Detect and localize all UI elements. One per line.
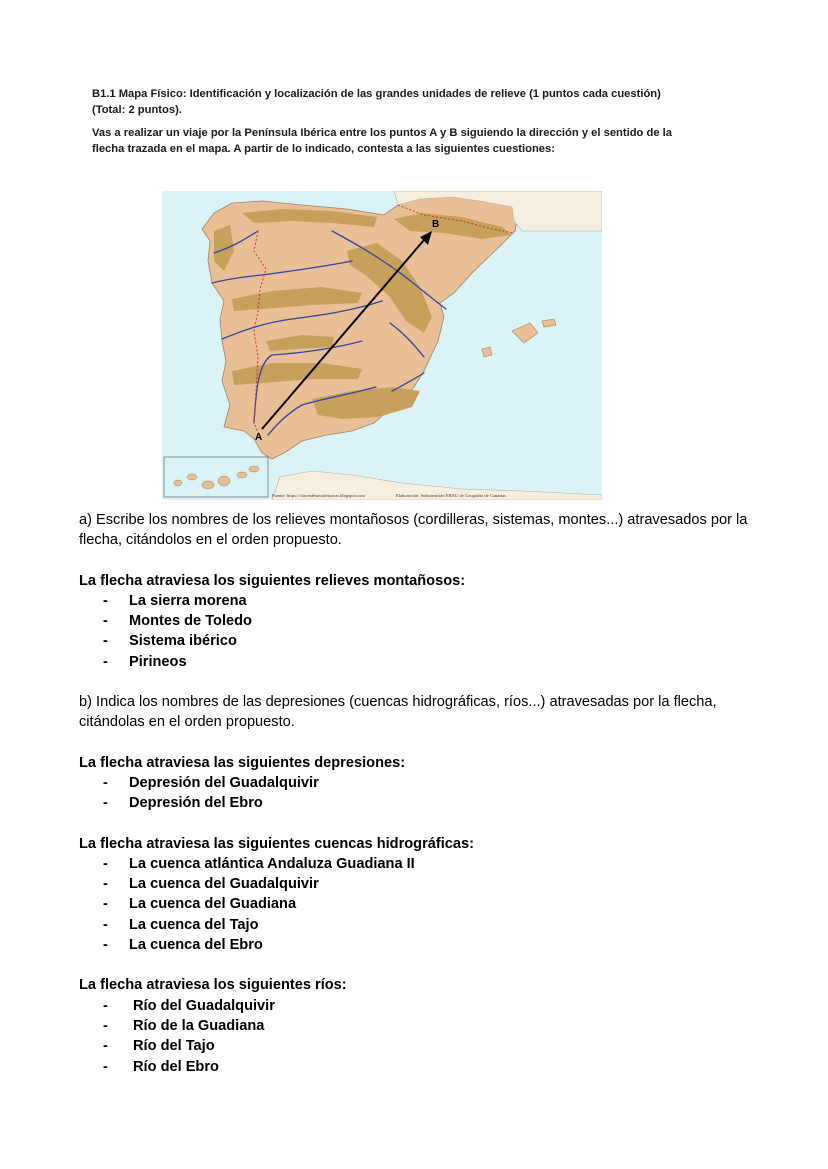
list-item: - Sistema ibérico [103, 633, 237, 650]
question-a-heading: La flecha atraviesa los siguientes relieves montañosos: [79, 572, 466, 589]
map-source: Fuente: https://clasesdesocialesarcas.blogspot.com [272, 493, 366, 498]
list-item: - Pirineos [103, 653, 187, 670]
list-item: - La cuenca del Tajo [103, 916, 259, 933]
list-item: - Depresión del Guadalquivir [103, 774, 319, 791]
list-item: - La cuenca del Ebro [103, 937, 263, 954]
list-item: - Río del Ebro [103, 1058, 219, 1075]
point-a-label: A [255, 432, 263, 443]
map-credit: Elaboración: Subcomisión EBAU de Geografía de Canarias [396, 493, 506, 498]
list-item: - La cuenca atlántica Andaluza Guadiana II [103, 855, 415, 872]
exam-title: B1.1 Mapa Físico: Identificación y localización de las grandes unidades de relieve (1 puntos cada cuestión) (Total: 2 puntos). [92, 88, 661, 116]
list-item: - Río de la Guadiana [103, 1017, 265, 1034]
list-item: - La cuenca del Guadalquivir [103, 876, 319, 893]
depresiones-heading: La flecha atraviesa las siguientes depresiones: [79, 754, 406, 771]
canary-inset [164, 457, 268, 497]
list-item: - Montes de Toledo [103, 613, 252, 630]
exam-header [92, 86, 672, 157]
list-item: - Depresión del Ebro [103, 795, 263, 812]
cuencas-heading: La flecha atraviesa las siguientes cuencas hidrográficas: [79, 835, 475, 852]
depresiones-list [79, 773, 769, 814]
list-item: - La sierra morena [103, 592, 247, 609]
rios-heading: La flecha atraviesa los siguientes ríos: [79, 977, 347, 994]
exam-intro: Vas a realizar un viaje por la Península Ibérica entre los puntos A y B siguiendo la dirección y el sentido de la flecha trazada en el mapa. A partir de lo indicado, contesta a las siguientes cuestiones: [92, 127, 672, 155]
cuencas-list [79, 854, 769, 955]
question-b-prompt: b) Indica los nombres de las depresiones (cuencas hidrográficas, ríos...) atravesadas por la flecha, citándolas en el orden propuesto. [79, 694, 717, 731]
rios-list [79, 996, 769, 1077]
list-item: - Río del Tajo [103, 1038, 215, 1055]
mountain-list [79, 591, 769, 672]
question-a-prompt: a) Escribe los nombres de los relieves montañosos (cordilleras, sistemas, montes...) atravesados por la flecha, citándolos en el orden propuesto. [79, 512, 748, 549]
iberian-physical-map [162, 191, 602, 500]
balearic-ibiza [482, 347, 492, 357]
map-svg [162, 191, 602, 500]
list-item: - Río del Guadalquivir [103, 997, 275, 1014]
point-b-label: B [432, 219, 440, 230]
answer-area [79, 510, 769, 1077]
list-item: - La cuenca del Guadiana [103, 896, 297, 913]
